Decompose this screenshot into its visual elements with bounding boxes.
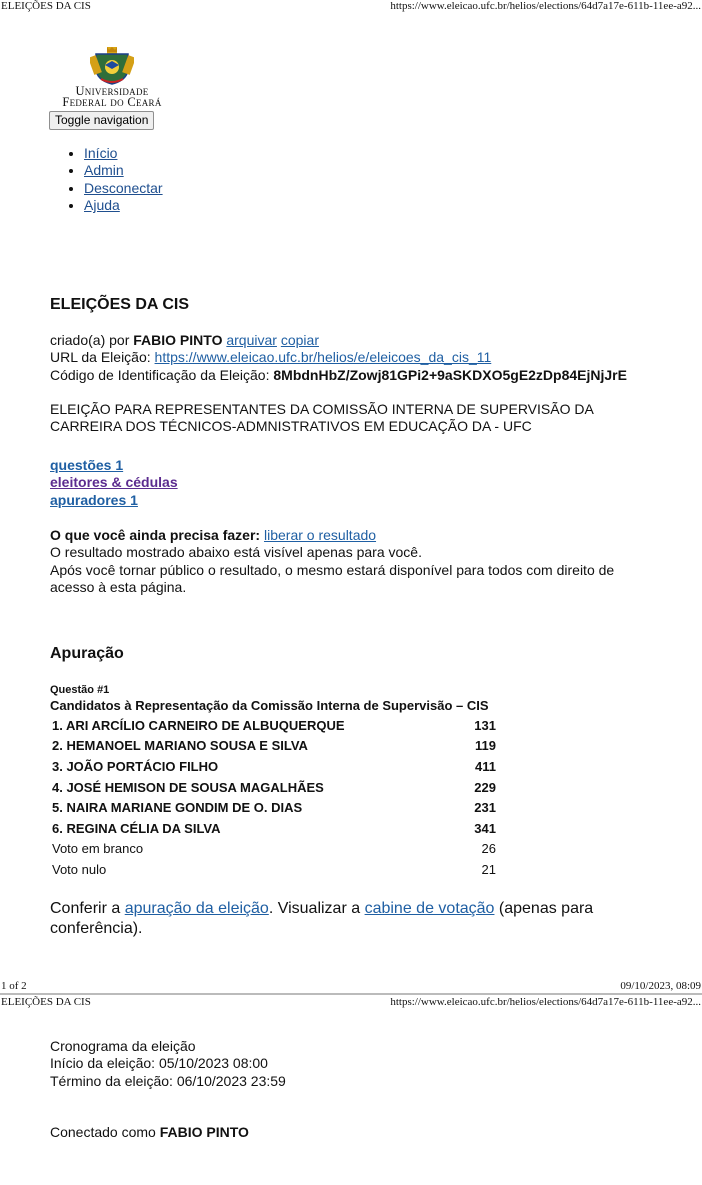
- election-url-line: [50, 349, 627, 366]
- logo-text: [50, 86, 174, 108]
- university-logo[interactable]: [50, 46, 174, 108]
- logged-in-label: Conectado como: [50, 1124, 156, 1140]
- created-by-label: criado(a) por: [50, 332, 130, 348]
- trustees-link[interactable]: apuradores 1: [50, 491, 138, 508]
- release-result-link[interactable]: liberar o resultado: [263, 527, 377, 543]
- schedule-section: [50, 1038, 286, 1090]
- candidate-votes: 341: [474, 820, 496, 836]
- logo-line-1: Universidade: [75, 84, 149, 98]
- todo-note-1: O resultado mostrado abaixo está visível apenas para você.: [50, 544, 422, 561]
- logged-in-user: FABIO PINTO: [159, 1124, 249, 1140]
- print-header-title: ELEIÇÕES DA CIS: [1, 996, 91, 1008]
- election-id-label: Código de Identificação da Eleição:: [50, 366, 270, 383]
- table-row: [50, 715, 498, 736]
- page-divider: [0, 993, 702, 995]
- table-row: [50, 756, 498, 777]
- candidate-votes: 231: [474, 800, 496, 816]
- copy-link[interactable]: copiar: [280, 332, 319, 348]
- schedule-label: Cronograma da eleição: [50, 1038, 196, 1054]
- null-vote-label: Voto nulo: [52, 861, 107, 877]
- print-header-title: ELEIÇÕES DA CIS: [1, 0, 91, 12]
- question-label: Questão #1: [50, 684, 110, 696]
- candidate-votes: 119: [475, 738, 496, 754]
- table-row: [50, 859, 498, 880]
- blank-vote-count: 26: [481, 841, 496, 857]
- schedule-start: Início da eleição: 05/10/2023 08:00: [50, 1055, 268, 1072]
- print-header-url: https://www.eleicao.ufc.br/helios/elections/64d7a17e-611b-11ee-a92...: [390, 0, 701, 12]
- nav-item-inicio: [84, 145, 163, 162]
- verify-prefix: Conferir a: [50, 900, 121, 917]
- election-description: ELEIÇÃO PARA REPRESENTANTES DA COMISSÃO INTERNA DE SUPERVISÃO DA CARREIRA DOS TÉCNICOS-ADMNISTRATIVOS EM EDUCAÇÃO DA - UFC: [50, 401, 594, 435]
- nav-link-ajuda[interactable]: Ajuda: [84, 197, 120, 214]
- voters-ballots-link[interactable]: eleitores & cédulas: [50, 474, 178, 491]
- toggle-navigation-button[interactable]: Toggle navigation: [49, 111, 154, 130]
- verify-middle: . Visualizar a: [268, 900, 361, 917]
- verify-line: [50, 899, 650, 939]
- table-row: [50, 777, 498, 798]
- nav-link-admin[interactable]: Admin: [84, 162, 124, 179]
- tally-heading: Apuração: [50, 645, 124, 662]
- candidate-name: 3. JOÃO PORTÁCIO FILHO: [52, 758, 219, 774]
- todo-label: O que você ainda precisa fazer:: [50, 527, 261, 543]
- candidate-votes: 411: [475, 758, 496, 774]
- election-id-line: [50, 367, 627, 384]
- print-page-number: 1 of 2: [1, 980, 27, 992]
- election-meta: [50, 332, 627, 384]
- candidate-name: 1. ARI ARCÍLIO CARNEIRO DE ALBUQUERQUE: [52, 717, 345, 733]
- schedule-end: Término da eleição: 06/10/2023 23:59: [50, 1072, 286, 1089]
- candidate-votes: 229: [474, 779, 496, 795]
- question-title: Candidatos à Representação da Comissão Interna de Supervisão – CIS: [50, 698, 489, 713]
- voting-booth-link[interactable]: cabine de votação: [364, 900, 495, 917]
- election-id-value: 8MbdnHbZ/Zowj81GPi2+9aSKDXO5gE2zDp84EjNjJrE: [273, 366, 627, 383]
- logged-in-line: [50, 1124, 249, 1141]
- results-table: [50, 715, 498, 880]
- main-nav: [72, 145, 163, 215]
- candidate-name: 5. NAIRA MARIANE GONDIM DE O. DIAS: [52, 800, 303, 816]
- page-title: ELEIÇÕES DA CIS: [50, 296, 189, 313]
- table-row: [50, 797, 498, 818]
- logo-line-2: Federal do Ceará: [62, 95, 162, 109]
- archive-link[interactable]: arquivar: [226, 332, 277, 348]
- table-row: [50, 818, 498, 839]
- candidate-name: 4. JOSÉ HEMISON DE SOUSA MAGALHÃES: [52, 779, 324, 795]
- blank-vote-label: Voto em branco: [52, 841, 144, 857]
- table-row: [50, 839, 498, 860]
- coat-of-arms-icon: [90, 46, 134, 86]
- election-url-link[interactable]: https://www.eleicao.ufc.br/helios/e/eleicoes_da_cis_11: [154, 349, 492, 366]
- table-row: [50, 736, 498, 757]
- creator-name: FABIO PINTO: [133, 332, 223, 348]
- candidate-votes: 131: [474, 717, 496, 733]
- print-header-url: https://www.eleicao.ufc.br/helios/elections/64d7a17e-611b-11ee-a92...: [390, 996, 701, 1008]
- nav-link-inicio[interactable]: Início: [84, 145, 118, 161]
- created-by-line: [50, 332, 627, 349]
- todo-note-2: Após você tornar público o resultado, o mesmo estará disponível para todos com direito de acesso à esta página.: [50, 561, 615, 596]
- election-url-label: URL da Eleição:: [50, 349, 151, 366]
- questions-link[interactable]: questões 1: [50, 457, 124, 473]
- print-datetime: 09/10/2023, 08:09: [620, 980, 701, 992]
- nav-item-desconectar: [84, 180, 163, 197]
- candidate-name: 2. HEMANOEL MARIANO SOUSA E SILVA: [52, 738, 308, 754]
- nav-link-desconectar[interactable]: Desconectar: [84, 179, 163, 196]
- todo-line: [50, 527, 650, 544]
- verify-suffix: (apenas para conferência).: [50, 900, 594, 937]
- nav-item-ajuda: [84, 197, 163, 214]
- tally-verify-link[interactable]: apuração da eleição: [124, 900, 269, 917]
- null-vote-count: 21: [481, 861, 496, 877]
- candidate-name: 6. REGINA CÉLIA DA SILVA: [52, 820, 221, 836]
- election-links: [50, 457, 178, 509]
- todo-section: [50, 527, 650, 597]
- nav-item-admin: [84, 162, 163, 179]
